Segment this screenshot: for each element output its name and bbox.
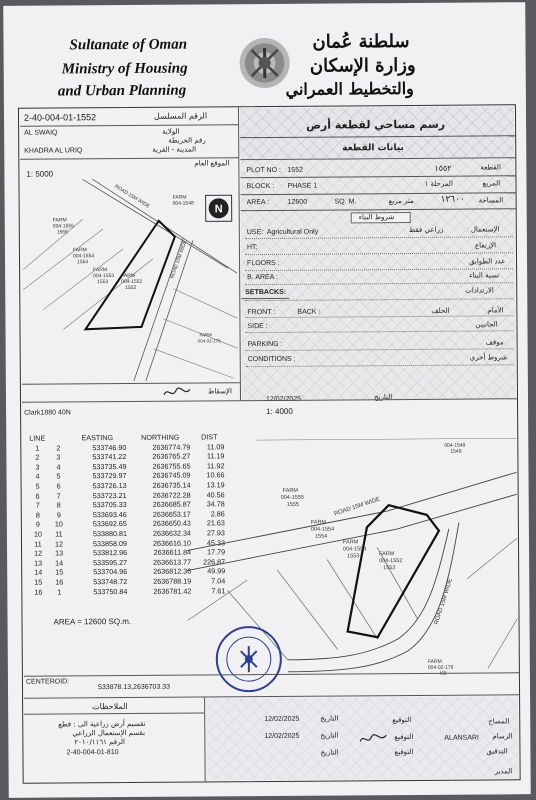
cell-dist: 226.87	[203, 557, 226, 567]
cell-to: 7	[56, 491, 61, 501]
cell-northing: 2636611.84	[153, 547, 192, 557]
area-value: 12600	[287, 198, 308, 206]
cell-dist: 40.56	[206, 489, 225, 499]
cell-line: 8	[35, 510, 40, 520]
col-easting: EASTING	[81, 433, 114, 443]
detail-farm-1555: FARM 004-1555 1555	[280, 487, 304, 508]
cell-dist: 10.66	[206, 470, 225, 480]
cell-northing: 2636735.14	[152, 480, 191, 490]
col-line: LINE	[29, 433, 46, 443]
cell-line: 7	[35, 500, 40, 510]
cell-northing: 2636613.77	[153, 557, 192, 567]
detail-farm-1553: FARM 004-1553 1553	[342, 539, 367, 560]
cell-northing: 2636745.09	[152, 470, 191, 481]
cell-northing: 2636650.43	[152, 518, 191, 529]
cell-easting: 533741.22	[92, 452, 127, 462]
detail-road-label-2: ROAD 15M WIDE	[433, 577, 454, 626]
cell-easting: 533858.09	[92, 538, 128, 548]
projection-datum: Clark1880 40N	[24, 409, 71, 417]
block-ar-value: المرحلة ١	[424, 179, 453, 188]
cell-to: 12	[54, 538, 64, 549]
cell-to: 8	[56, 500, 61, 510]
sig-surveyor-label: المساح	[488, 717, 510, 726]
cell-line: 12	[34, 548, 43, 558]
block-label: BLOCK :	[246, 182, 275, 191]
area-ar-label: المساحة	[478, 196, 504, 205]
cell-northing: 2636632.34	[152, 528, 191, 538]
signature-mark-icon	[162, 386, 192, 398]
official-stamp-icon	[214, 624, 284, 694]
cell-dist: 11.19	[206, 451, 225, 461]
sig-signature-label-1: التوقيع	[392, 716, 412, 725]
area-label: AREA :	[246, 198, 270, 207]
back-label: BACK :	[297, 308, 321, 316]
sig-date-2: 12/02/2025	[264, 732, 300, 741]
detail-farm-1548: 004-1548 1548	[444, 442, 466, 455]
cell-easting: 533880.81	[92, 528, 127, 539]
use-ar-value: زراعي فقط	[408, 225, 444, 235]
cell-easting: 533812.96	[93, 548, 128, 558]
ht-label: HT:	[246, 244, 258, 252]
general-map-road-label-2: ROAD 15M WIDE	[169, 239, 189, 280]
detail-farm-176: FARM 004-02-176 KB	[427, 658, 454, 677]
serial-number: 2-40-004-01-1552	[23, 112, 97, 123]
cell-to: 3	[56, 452, 61, 462]
cell-line: 16	[34, 587, 43, 597]
cell-to: 6	[56, 481, 61, 491]
sig-checker-label: التدقيق	[486, 747, 508, 756]
cell-easting: 533705.33	[92, 500, 127, 510]
setbacks-ar-label: الارتدادات	[465, 286, 494, 295]
drafter-signature-icon	[358, 731, 388, 747]
parking-label: PARKING :	[247, 340, 283, 349]
use-ar-label: الإستعمال	[470, 225, 500, 234]
detail-farm-1554: FARM 004-1554 1554	[310, 519, 335, 540]
cell-northing: 2636722.28	[152, 490, 191, 500]
general-map-farm-176: FARM 004-02-176	[197, 332, 221, 344]
sig-drafter-label: الرسام	[492, 732, 513, 741]
side-label: SIDE :	[247, 322, 268, 331]
col-dist: DIST	[201, 432, 218, 442]
cell-line: 6	[35, 491, 40, 501]
cell-easting: 533750.84	[93, 586, 128, 596]
detail-scale: 1: 4000	[266, 406, 293, 417]
cell-northing: 2636755.65	[152, 461, 191, 471]
area-ar-value: ١٢٦٠٠	[440, 194, 465, 205]
cell-dist: 45.33	[206, 537, 226, 547]
cell-dist: 11.09	[206, 441, 225, 452]
cell-easting: 533746.90	[92, 442, 127, 452]
cell-easting: 533704.96	[93, 567, 128, 577]
village-value: KHADRA AL URIQ	[24, 147, 83, 155]
header-ar-line2: وزارة الإسكان	[309, 54, 416, 77]
block-ar-label: المربع	[482, 179, 501, 188]
cell-northing: 2636812.36	[153, 566, 192, 577]
general-map-farm-1548: FARM 004-1548	[172, 194, 194, 207]
notes-line1: تقسيم أرض زراعية الى : قطع	[58, 719, 146, 729]
drafter-name: ALANSARI	[444, 734, 480, 742]
cell-line: 13	[34, 558, 43, 568]
sig-director-label: المدير	[494, 767, 513, 776]
cell-northing: 2636653.17	[152, 509, 191, 519]
block-value: PHASE 1	[287, 182, 318, 190]
cell-to: 1	[57, 586, 62, 596]
floors-label: FLOORS :	[247, 259, 280, 268]
plot-data-title: بيانات القطعة	[342, 143, 404, 154]
plot-no-ar-value: ١٥٥٢	[434, 163, 452, 173]
cell-dist: 49.99	[207, 566, 226, 576]
cell-dist: 34.78	[206, 499, 225, 509]
cell-line: 14	[34, 567, 43, 577]
sketch-title: رسم مساحي لقطعة أرض	[306, 117, 446, 132]
col-to	[50, 433, 66, 443]
cell-dist: 11.92	[206, 461, 225, 471]
cell-to: 13	[55, 548, 64, 558]
cell-to: 2	[56, 443, 61, 453]
cell-to: 9	[56, 510, 61, 520]
cell-dist: 27.93	[206, 528, 225, 538]
cell-to: 10	[54, 519, 63, 529]
use-label: USE:	[246, 229, 264, 237]
general-location-label: الموقع العام	[194, 159, 230, 168]
header-ar-line3: والتخطيط العمراني	[285, 78, 414, 99]
cell-line: 10	[33, 529, 42, 539]
setbacks-label: SETBACKS:	[245, 288, 287, 297]
back-ar-label: الخلف	[431, 306, 450, 315]
cell-to: 15	[55, 567, 64, 577]
cell-easting: 533693.46	[92, 509, 127, 519]
plot-no-value: 1552	[287, 166, 303, 174]
parking-ar-label: موقف	[485, 338, 504, 347]
barea-ar-label: نسبة البناء	[469, 271, 500, 280]
cell-easting: 533723.21	[92, 490, 127, 500]
notes-title: الملاحظات	[92, 701, 128, 712]
barea-label: B. AREA :	[247, 273, 278, 282]
cell-northing: 2636788.19	[153, 576, 192, 586]
conditions-ar-label: شروط أخرى	[469, 353, 508, 362]
ht-ar-label: الإرتفاع	[474, 241, 497, 250]
sig-date-label-2: التاريخ	[320, 731, 339, 740]
cell-easting: 533735.49	[92, 461, 127, 472]
plot-no-label: PLOT NO :	[246, 166, 281, 175]
cell-line: 9	[35, 519, 40, 529]
centeroid-label: CENTEROID:	[25, 678, 70, 686]
side-ar-label: الجانبين	[475, 320, 498, 329]
general-map-farm-1554: FARM 004-1554 1554	[72, 247, 95, 266]
wilayat-label: الولاية	[162, 127, 180, 136]
cell-to: 14	[55, 558, 64, 568]
cell-dist: 2.86	[210, 509, 225, 519]
general-map-road-label: ROAD 15M WIDE	[113, 183, 151, 210]
front-ar-label: الأمام	[487, 306, 504, 315]
cell-dist: 21.63	[206, 518, 225, 528]
sig-signature-label-3: التوقيع	[394, 747, 414, 757]
wilayat-value: AL SWAIQ	[24, 129, 58, 137]
date-value: 12/02/2025	[265, 395, 302, 404]
sig-date-1: 12/02/2025	[264, 715, 300, 724]
header-ar-line1: سلطنة عُمان	[312, 30, 410, 53]
notes-line2: بقسم الإستعمال الزراعي	[72, 728, 146, 738]
col-northing: NORTHING	[141, 432, 180, 442]
area-summary: AREA = 12600 SQ.m.	[53, 616, 132, 627]
cell-northing: 2636616.10	[152, 538, 192, 548]
use-value: Agricultural Only	[266, 228, 319, 236]
plot-no-ar-label: القطعة	[480, 163, 501, 172]
cell-to: 11	[55, 529, 63, 539]
cell-northing: 2636765.27	[152, 451, 191, 461]
area-unit-ar: متر مربع	[388, 196, 414, 206]
conditions-label: CONDITIONS :	[247, 355, 296, 364]
cell-line: 11	[34, 539, 42, 549]
cell-dist: 17.79	[207, 547, 226, 557]
cell-easting: 533726.13	[92, 480, 127, 491]
sig-date-label-1: التاريخ	[320, 714, 339, 723]
cell-to: 5	[56, 471, 61, 481]
serial-number-label: الرقم المسلسل	[153, 111, 208, 121]
notes-line3: الرقم ٢٠١٠/١١٦١	[74, 737, 126, 747]
cell-easting: 533595.27	[93, 557, 128, 567]
svg-text:N: N	[214, 203, 223, 216]
building-conditions-title: شروط البناء	[358, 213, 395, 222]
cell-northing: 2636774.79	[152, 442, 191, 452]
cell-to: 4	[56, 462, 61, 472]
cell-dist: 7.61	[211, 585, 226, 595]
floors-ar-label: عدد الطوابق	[469, 257, 506, 266]
cell-northing: 2636685.87	[152, 499, 191, 509]
header-en-line3: and Urban Planning	[57, 82, 187, 100]
general-location-scale: 1: 5000	[26, 169, 54, 179]
north-arrow-icon	[205, 194, 233, 222]
cell-northing: 2636781.42	[153, 586, 192, 596]
area-unit: SQ. M.	[334, 198, 357, 206]
general-map-farm-1552: FARM 004-1552 1552	[121, 272, 143, 291]
cell-to: 16	[55, 577, 64, 587]
detail-farm-1552: FARM 004-1552 1552	[379, 551, 403, 572]
cell-line: 3	[35, 462, 40, 472]
sig-signature-label-2: التوقيع	[394, 732, 414, 742]
land-sketch-document	[3, 2, 531, 798]
general-map-farm-1553: FARM 004-1553 1553	[93, 267, 115, 286]
cell-easting: 533692.65	[92, 519, 127, 529]
cell-easting: 533748.72	[93, 576, 128, 587]
cell-dist: 7.04	[211, 576, 226, 586]
detail-road-label-1: ROAD 15M WIDE	[333, 496, 382, 518]
cell-line: 1	[35, 443, 40, 453]
general-map-farm-1555: FARM 004-1555 1555	[52, 217, 74, 236]
sig-date-label-3: التاريخ	[320, 748, 339, 757]
cell-line: 15	[34, 577, 43, 587]
header-en-line2: Ministry of Housing	[61, 60, 188, 78]
header-en-line1: Sultanate of Oman	[69, 36, 188, 54]
notes-ref-no: 2-40-004-01-810	[66, 749, 119, 757]
village-label: المدينة - القرية	[152, 145, 197, 154]
front-label: FRONT :	[247, 308, 276, 317]
oman-emblem-icon	[239, 38, 289, 88]
cell-line: 2	[35, 452, 40, 462]
date-label: التاريخ	[373, 393, 393, 402]
cell-line: 4	[35, 471, 40, 481]
projection-label: الإسقاط	[207, 387, 232, 396]
map-no-label: رقم الخريطة	[168, 136, 206, 145]
centeroid-value: 533878.13,2636703.33	[97, 683, 171, 692]
cell-line: 5	[35, 481, 40, 491]
cell-easting: 533729.97	[92, 471, 127, 481]
cell-dist: 13.19	[206, 480, 225, 490]
